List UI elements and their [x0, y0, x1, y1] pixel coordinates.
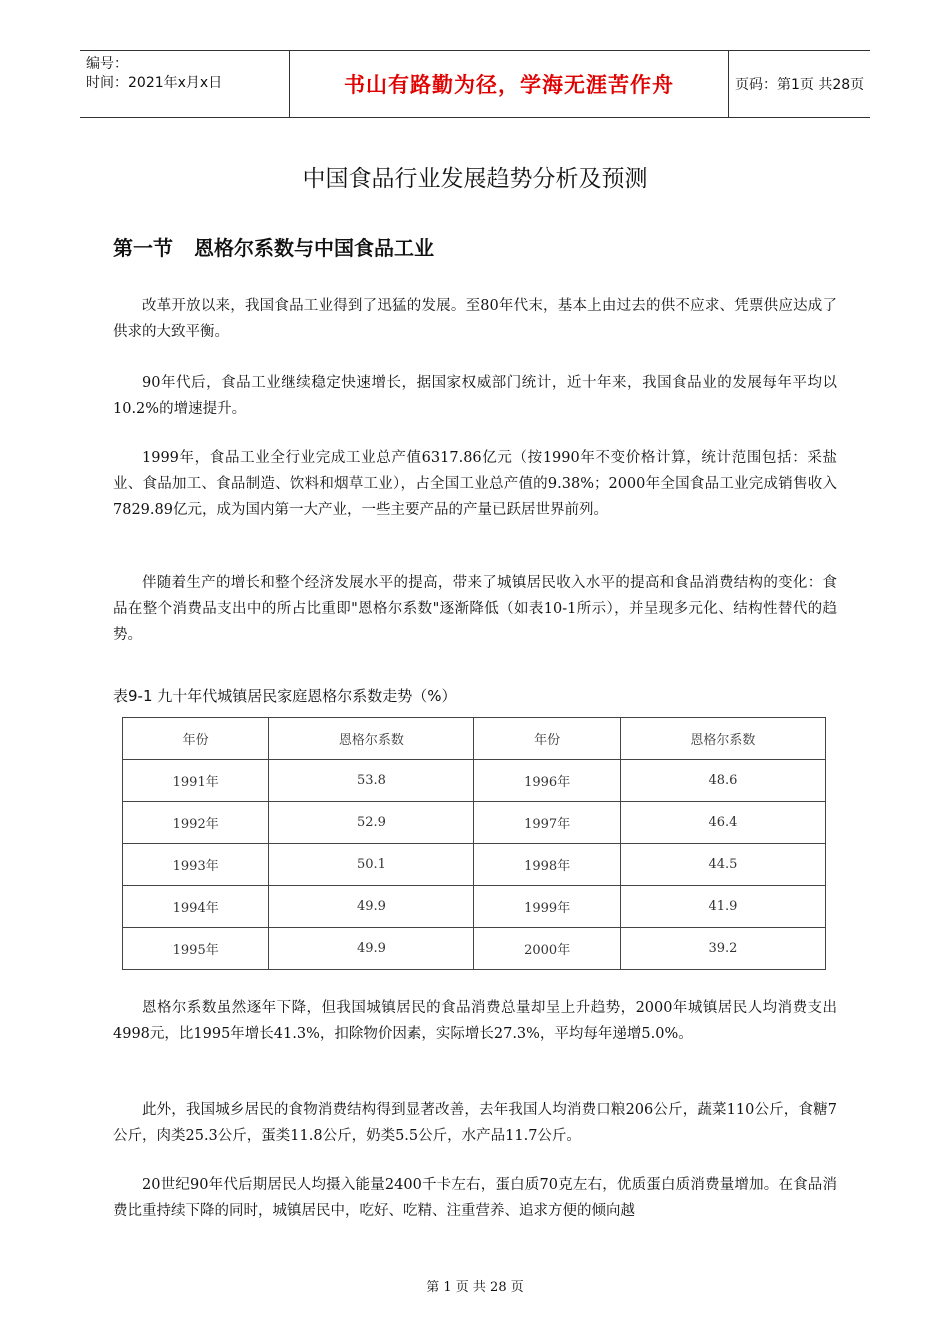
table-cell: 1996年 [474, 760, 620, 802]
table-header-cell: 年份 [474, 718, 620, 760]
paragraph-3: 1999年，食品工业全行业完成工业总产值6317.86亿元（按1990年不变价格计算，统计范围包括：采盐业、食品加工、食品制造、饮料和烟草工业），占全国工业总产值的9.38%；2000年全国食品工业完成销售收入7829.89亿元，成为国内第一大产业，一些主要产品的产量已跃居世界前列。 [113, 450, 837, 518]
table-header-cell: 恩格尔系数 [269, 718, 474, 760]
table-cell: 39.2 [620, 928, 825, 970]
paragraph-1: 改革开放以来，我国食品工业得到了迅猛的发展。至80年代末，基本上由过去的供不应求、凭票供应达成了供求的大致平衡。 [113, 298, 837, 340]
table-cell: 1994年 [123, 886, 269, 928]
page-footer: 第 1 页 共 28 页 [426, 1280, 524, 1295]
table-row [123, 760, 826, 802]
table-cell: 46.4 [620, 802, 825, 844]
table-cell: 2000年 [474, 928, 620, 970]
table-cell: 52.9 [269, 802, 474, 844]
table-header-row [123, 718, 826, 760]
table-cell: 49.9 [269, 928, 474, 970]
paragraph-5: 恩格尔系数虽然逐年下降，但我国城镇居民的食品消费总量却呈上升趋势，2000年城镇居民人均消费支出4998元，比1995年增长41.3%，扣除物价因素，实际增长27.3%，平均每年递增5.0%。 [113, 1000, 837, 1042]
table-cell: 1995年 [123, 928, 269, 970]
section-heading: 第一节 恩格尔系数与中国食品工业 [113, 236, 434, 260]
paragraph-4: 伴随着生产的增长和整个经济发展水平的提高，带来了城镇居民收入水平的提高和食品消费结构的变化：食品在整个消费品支出中的所占比重即"恩格尔系数"逐渐降低（如表10-1所示），并呈现多元化、结构性替代的趋势。 [113, 575, 837, 643]
engel-coefficient-table [122, 717, 826, 970]
table-cell: 1992年 [123, 802, 269, 844]
document-date: 时间：2021年x月x日 [86, 75, 223, 91]
table-cell: 50.1 [269, 844, 474, 886]
table-cell: 1998年 [474, 844, 620, 886]
header-page-info: 页码：第1页 共28页 [735, 77, 865, 93]
table-row [123, 802, 826, 844]
table-header-cell: 年份 [123, 718, 269, 760]
table-cell: 1993年 [123, 844, 269, 886]
table-row [123, 886, 826, 928]
header-meta [86, 55, 222, 93]
paragraph-2: 90年代后，食品工业继续稳定快速增长，据国家权威部门统计，近十年来，我国食品业的发展每年平均以10.2%的增速提升。 [113, 375, 837, 417]
paragraph-7: 20世纪90年代后期居民人均摄入能量2400千卡左右，蛋白质70克左右，优质蛋白质消费量增加。在食品消费比重持续下降的同时，城镇居民中，吃好、吃精、注重营养、追求方便的倾向越 [113, 1177, 837, 1219]
document-title: 中国食品行业发展趋势分析及预测 [302, 166, 648, 192]
table-cell: 48.6 [620, 760, 825, 802]
table-row [123, 928, 826, 970]
table-cell: 53.8 [269, 760, 474, 802]
page-header [80, 50, 870, 118]
table-row [123, 844, 826, 886]
table-header-cell: 恩格尔系数 [620, 718, 825, 760]
table-cell: 49.9 [269, 886, 474, 928]
table-cell: 1997年 [474, 802, 620, 844]
paragraph-6: 此外，我国城乡居民的食物消费结构得到显著改善，去年我国人均消费口粮206公斤，蔬菜110公斤，食糖7公斤，肉类25.3公斤，蛋类11.8公斤，奶类5.5公斤，水产品11.7公斤。 [113, 1102, 837, 1144]
table-cell: 41.9 [620, 886, 825, 928]
table-cell: 1991年 [123, 760, 269, 802]
table-cell: 44.5 [620, 844, 825, 886]
table-caption: 表9-1 九十年代城镇居民家庭恩格尔系数走势（%） [113, 687, 457, 705]
header-motto: 书山有路勤为径，学海无涯苦作舟 [289, 51, 729, 117]
table-cell: 1999年 [474, 886, 620, 928]
document-number-label: 编号： [86, 56, 128, 72]
